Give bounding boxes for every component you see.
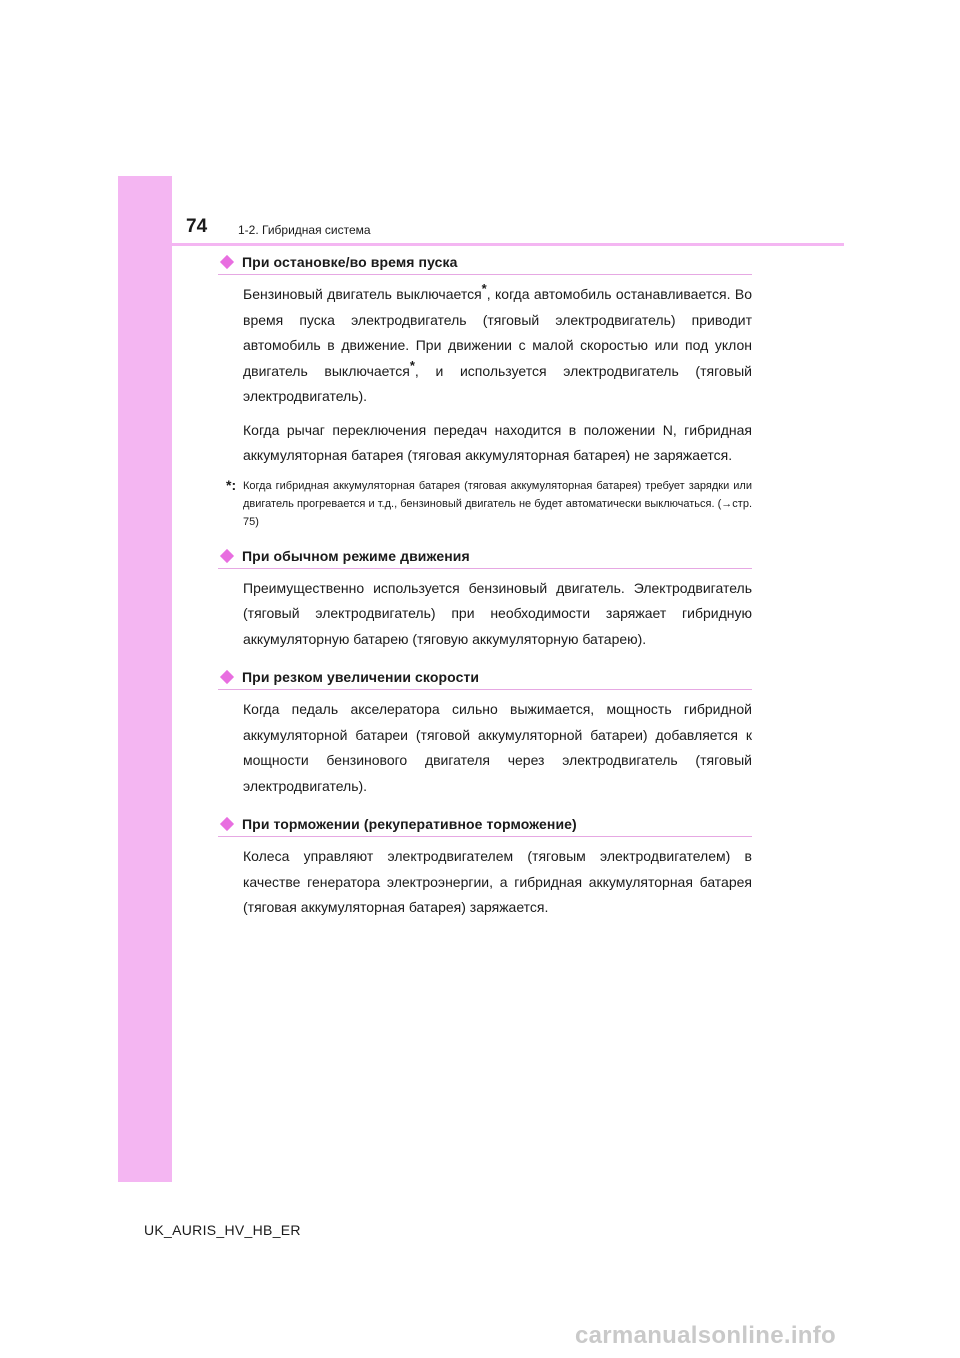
document-code: UK_AURIS_HV_HB_ER (144, 1222, 301, 1238)
section-stop-start (218, 250, 752, 531)
section-title: При торможении (рекуперативное торможение) (242, 816, 577, 832)
section-heading (218, 250, 752, 275)
paragraph: Преимущественно используется бензиновый двигатель. Электродвигатель (тяговый электродвигатель) при необходимости заряжает гибридную аккумуляторную батарею (тяговую аккумуляторную батарею). (243, 579, 752, 647)
diamond-bullet-icon (220, 548, 234, 562)
section-sharp-acceleration (218, 665, 752, 799)
section-heading (218, 544, 752, 569)
main-content (218, 250, 752, 921)
section-title: При обычном режиме движения (242, 547, 470, 564)
page-number: 74 (186, 216, 208, 237)
section-heading (218, 665, 752, 690)
diamond-bullet-icon (220, 817, 234, 831)
paragraph: Колеса управляют электродвигателем (тяговым электродвигателем) в качестве генератора электроэнергии, а гибридная аккумуляторная батарея (тяговая аккумуляторная батарея) заряжается. (243, 848, 752, 915)
paragraph-text: , и используется электродвигатель (тяговый электродвигатель). (243, 362, 752, 404)
diamond-bullet-icon (220, 255, 234, 269)
asterisk-marker: * (481, 281, 487, 296)
footnote-text: Когда гибридная аккумуляторная батарея (тяговая аккумуляторная батарея) требует зарядки или двигатель прогревается и т.д., бензиновый двигатель не будет автоматически выключаться. (→стр. 75) (243, 479, 752, 528)
paragraph-text: Бензиновый двигатель выключается (243, 286, 482, 302)
paragraph: Когда педаль акселератора сильно выжимается, мощность гибридной аккумуляторной батареи (тяговой аккумуляторной батареи) добавляется к мощности бензинового двигателя через электродвигатель (тяговый электродвигатель). (243, 701, 752, 794)
diamond-bullet-icon (220, 670, 234, 684)
section-title: При резком увеличении скорости (242, 669, 480, 685)
section-heading (218, 812, 752, 837)
paragraph-text: , когда автомобиль останавливается. Во время пуска электродвигатель (тяговый электродвигатель) приводит автомобиль в движение. При движении с малой скоростью или под уклон двигатель выключается (243, 286, 752, 379)
section-braking (218, 812, 752, 921)
page-header (0, 0, 960, 260)
header-divider (172, 243, 844, 246)
chapter-title: 1-2. Гибридная система (238, 223, 371, 237)
watermark: carmanualsonline.info (575, 1322, 837, 1349)
side-color-strip (118, 176, 172, 1182)
footnote-marker: *: (226, 476, 237, 493)
paragraph (243, 282, 752, 410)
asterisk-marker: * (409, 357, 415, 373)
section-title: При остановке/во время пуска (242, 254, 458, 270)
paragraph: Когда рычаг переключения передач находится в положении N, гибридная аккумуляторная батарея (тяговая аккумуляторная батарея) не заряжается. (243, 421, 752, 463)
footnote (218, 477, 752, 531)
section-normal-driving (218, 544, 752, 653)
